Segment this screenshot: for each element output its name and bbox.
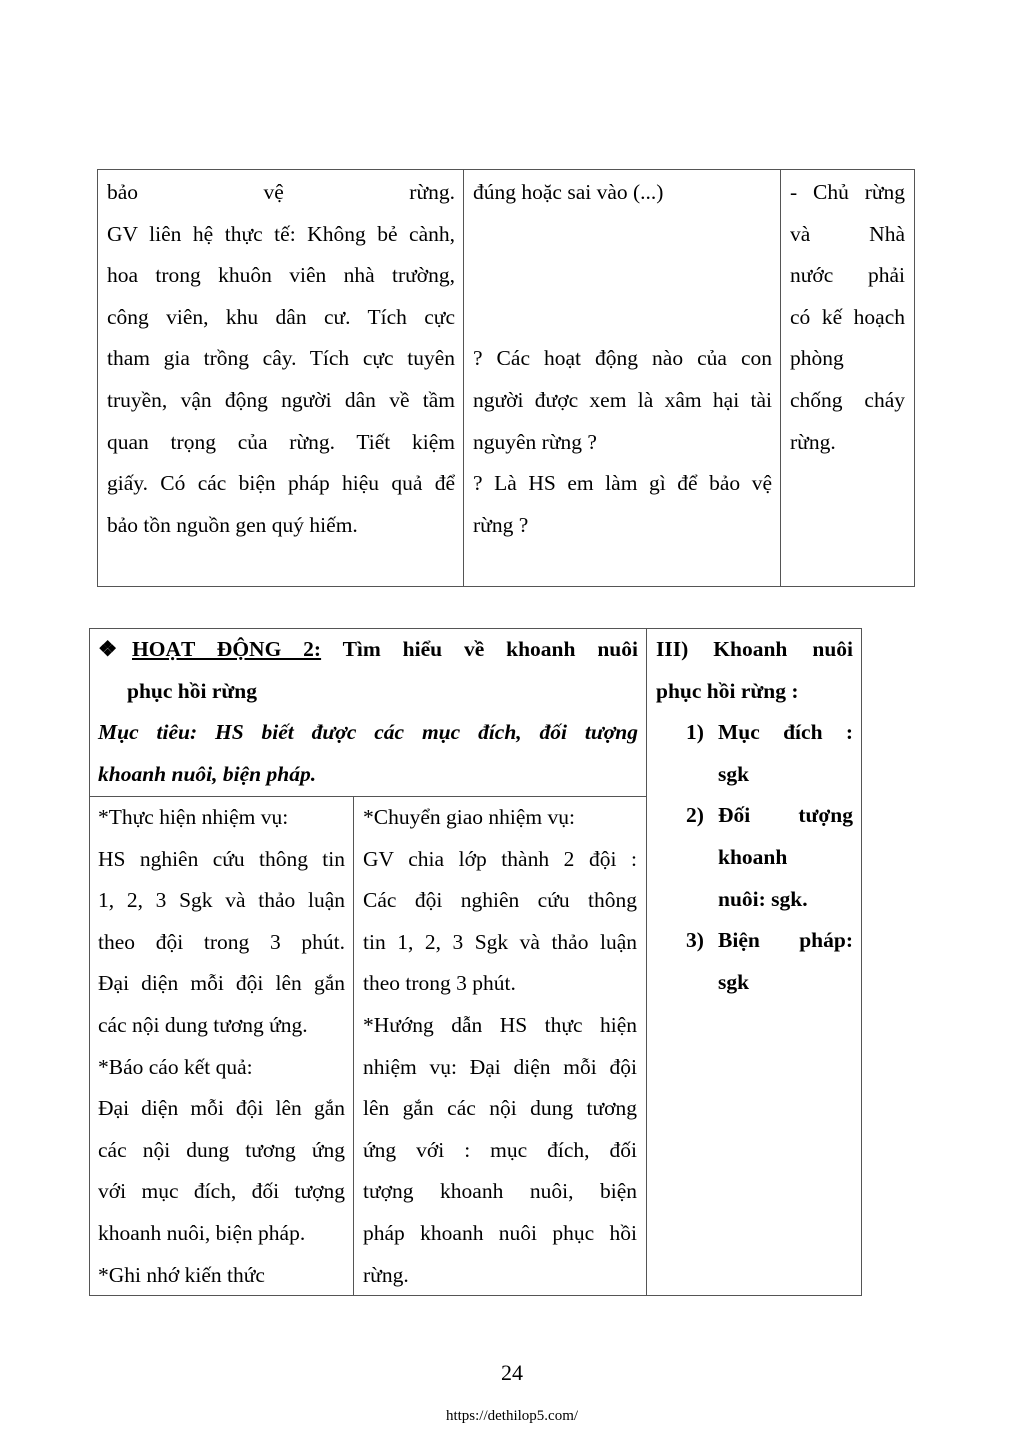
text-line: rừng. — [790, 429, 836, 454]
text-line: 1, 2, 3 Sgk và thảo luận — [98, 888, 345, 913]
text-line: *Hướng dẫn HS thực hiện — [363, 1012, 637, 1037]
text-line: Đại diện mỗi đội lên gắn — [98, 1096, 345, 1121]
continuation-table — [97, 169, 915, 587]
text-line: đúng hoặc sai vào (...) — [473, 180, 664, 204]
text-line: tham gia trồng cây. Tích cực tuyên — [107, 346, 455, 371]
text-line: tượng khoanh nuôi, biện — [363, 1179, 637, 1204]
text-line: rừng. — [363, 1262, 409, 1287]
activity-label: HOẠT ĐỘNG 2: — [132, 637, 322, 661]
activity-2-table — [89, 628, 862, 1296]
section-title: phục hồi rừng : — [656, 678, 799, 703]
text-line: theo đội trong 3 phút. — [98, 929, 345, 954]
text-line: GV chia lớp thành 2 đội : — [363, 846, 637, 871]
objective-line: Mục tiêu: HS biết được các mục đích, đối tượng — [98, 720, 638, 745]
list-item — [656, 920, 853, 1003]
objective-line: khoanh nuôi, biện pháp. — [98, 761, 317, 786]
text-line: Biện pháp: — [718, 928, 853, 953]
text-line: truyền, vận động người dân về tầm — [107, 387, 455, 412]
text-line: quan trọng của rừng. Tiết kiệm — [107, 429, 455, 454]
text-line: khoanh — [718, 844, 788, 869]
question-column — [464, 170, 781, 586]
activity-heading — [98, 629, 638, 671]
text-line: có kế hoạch — [790, 304, 905, 329]
text-line: rừng ? — [473, 512, 529, 537]
text-line: nhiệm vụ: Đại diện mỗi đội — [363, 1054, 637, 1079]
text-line: *Thực hiện nhiệm vụ: — [98, 805, 289, 829]
teacher-activity-column — [354, 797, 647, 1295]
text-line: giấy. Có các biện pháp hiệu quả để — [107, 471, 455, 496]
student-activity-column — [90, 797, 354, 1295]
text-line: hoa trong khuôn viên nhà trường, — [107, 263, 455, 288]
text-line: khoanh nuôi, biện pháp. — [98, 1220, 306, 1245]
text-line: tin 1, 2, 3 Sgk và thảo luận — [363, 929, 637, 954]
text-line: Mục đích : — [718, 720, 853, 745]
activity-heading-cell — [90, 629, 647, 797]
text-line: lên gắn các nội dung tương — [363, 1096, 637, 1121]
teacher-activity-column — [98, 170, 464, 586]
text-line: nước phải — [790, 263, 905, 288]
text-line: các nội dung tương ứng. — [98, 1012, 308, 1037]
text-line: sgk — [718, 761, 750, 786]
text-line: với mục đích, đối tượng — [98, 1179, 345, 1204]
text-line: ứng với : mục đích, đối — [363, 1137, 637, 1162]
text-line: các nội dung tương ứng — [98, 1137, 345, 1162]
text-line: theo trong 3 phút. — [363, 971, 516, 996]
text-line: Đại diện mỗi đội lên gắn — [98, 971, 345, 996]
text-line: phòng — [790, 346, 844, 371]
text-line: bảo tồn nguồn gen quý hiếm. — [107, 512, 358, 537]
activity-title: Tìm hiểu về khoanh nuôi — [342, 637, 638, 661]
knowledge-column — [647, 629, 861, 1295]
text-line: chống cháy — [790, 387, 905, 412]
activity-title-line2: phục hồi rừng — [127, 678, 257, 703]
text-line: - Chủ rừng — [790, 180, 905, 204]
page-number: 24 — [501, 1360, 523, 1385]
footer-url[interactable]: https://dethilop5.com/ — [445, 1408, 579, 1424]
text-line: công viên, khu dân cư. Tích cực — [107, 304, 455, 329]
text-line: sgk — [718, 969, 750, 994]
text-line: Các đội nghiên cứu thông — [363, 888, 637, 913]
text-line: GV liên hệ thực tế: Không bẻ cành, — [107, 221, 455, 246]
text-line: *Báo cáo kết quả: — [98, 1054, 253, 1079]
text-line: *Chuyển giao nhiệm vụ: — [363, 805, 575, 829]
text-line: pháp khoanh nuôi phục hồi — [363, 1220, 637, 1245]
text-line: nguyên rừng ? — [473, 429, 597, 454]
text-line: ? Là HS em làm gì để bảo vệ — [473, 471, 772, 496]
item-number: 2) — [686, 803, 704, 828]
item-number: 1) — [686, 720, 704, 745]
content-column — [781, 170, 914, 586]
text-line: HS nghiên cứu thông tin — [98, 846, 345, 871]
list-item — [656, 712, 853, 795]
text-line: và Nhà — [790, 221, 905, 246]
item-number: 3) — [686, 928, 704, 953]
section-title: III) Khoanh nuôi — [656, 637, 853, 661]
text-line: *Ghi nhớ kiến thức — [98, 1262, 265, 1287]
list-item — [656, 795, 853, 920]
diamond-bullet-icon: ❖ — [98, 637, 118, 661]
text-line: người được xem là xâm hại tài — [473, 387, 772, 412]
text-line: bảo vệ rừng. — [107, 180, 455, 204]
text-line: nuôi: sgk. — [718, 886, 808, 911]
text-line: ? Các hoạt động nào của con — [473, 346, 772, 371]
text-line: Đối tượng — [718, 803, 853, 828]
